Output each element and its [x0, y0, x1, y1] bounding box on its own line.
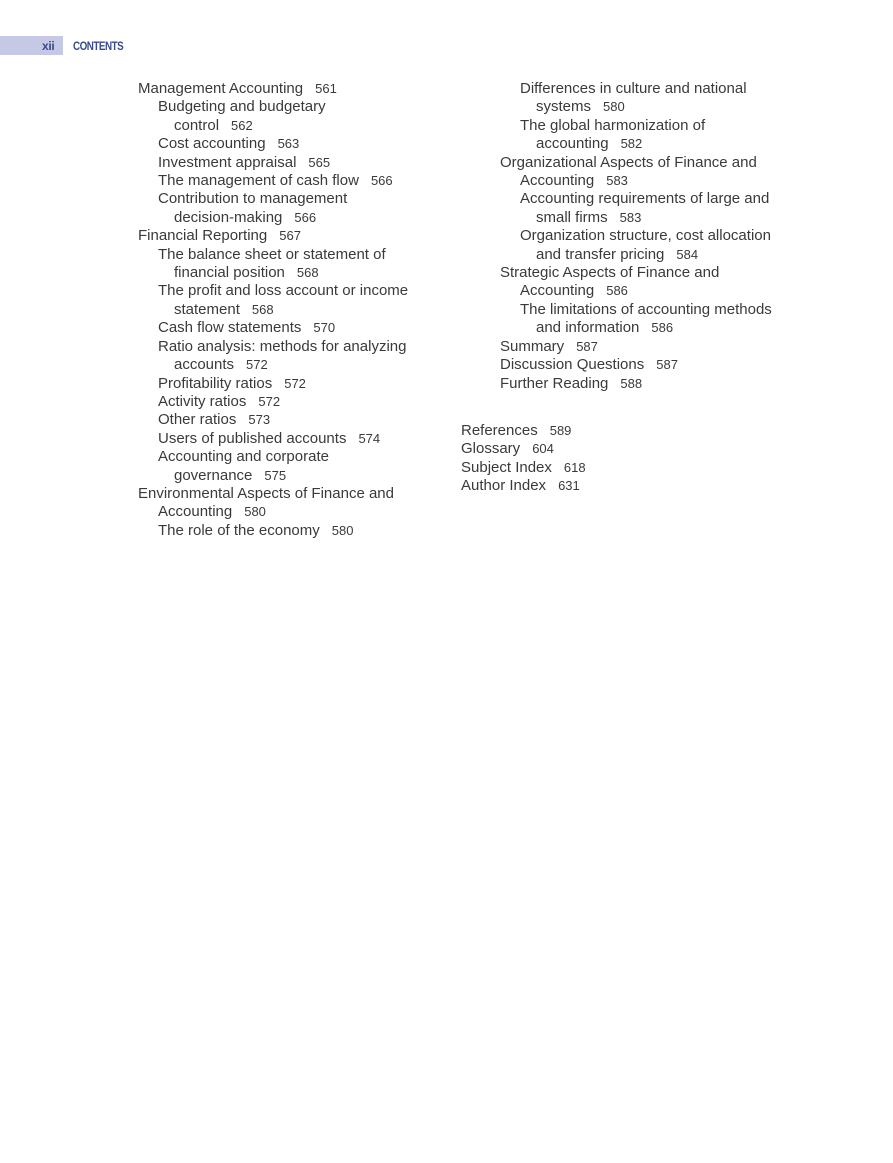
toc-entry-title-continued: Accounting: [520, 172, 595, 190]
toc-entry-title: References: [461, 422, 538, 439]
toc-entry-title-continued: accounts: [174, 356, 235, 374]
toc-entry: [138, 227, 438, 245]
toc-entry-title-continued: accounting: [536, 135, 609, 153]
toc-entry-page-number: 566: [294, 209, 317, 225]
toc-entry: [138, 448, 438, 485]
toc-entry: [138, 430, 438, 448]
toc-entry: [138, 98, 438, 135]
toc-entry-title: Cash flow statements: [158, 319, 302, 337]
toc-entry-line: [158, 430, 380, 447]
toc-entry-line: [500, 375, 642, 392]
toc-entry-title: Subject Index: [461, 458, 552, 476]
toc-entry-page-number: 618: [563, 459, 586, 475]
toc-entry-title: Investment appraisal: [158, 153, 297, 171]
toc-entry-page-number: 580: [244, 504, 266, 520]
toc-entry-page-number: 584: [676, 246, 699, 262]
toc-entry-page-number: 570: [313, 320, 336, 336]
toc-entry-title: Strategic Aspects of Finance and: [500, 264, 720, 282]
toc-entry: [500, 356, 800, 374]
toc-entry-title: Organization structure, cost allocation: [520, 227, 771, 245]
toc-entry-page-number: 583: [606, 173, 628, 189]
toc-entry-page-number: 572: [258, 393, 281, 409]
toc-entry: [500, 117, 800, 154]
toc-back-matter: [461, 422, 761, 496]
toc-entry-line: [520, 209, 800, 227]
toc-entry-title-continued: and transfer pricing: [536, 245, 665, 263]
toc-entry-line: [461, 459, 586, 476]
toc-entry-title: The role of the economy: [158, 521, 320, 539]
toc-entry-line: [461, 422, 571, 439]
toc-column-left: [138, 80, 438, 540]
toc-entry-page-number: 582: [620, 136, 643, 152]
toc-entry-title: Budgeting and budgetary: [158, 98, 326, 116]
toc-entry: [500, 301, 800, 338]
running-head: CONTENTS: [73, 39, 124, 53]
toc-entry-title-continued: and information: [536, 319, 640, 337]
toc-entry: [138, 375, 438, 393]
toc-entry: [500, 80, 800, 117]
toc-entry-page-number: 587: [576, 338, 598, 354]
toc-entry: [500, 264, 800, 301]
toc-entry: [461, 422, 761, 440]
toc-entry-line: [520, 135, 800, 153]
toc-entry-title: Ratio analysis: methods for analyzing: [158, 337, 407, 355]
toc-entry-title: Financial Reporting: [138, 227, 268, 245]
toc-entry-line: [158, 393, 280, 410]
toc-entry-page-number: 580: [331, 522, 354, 538]
toc-entry-title: The limitations of accounting methods: [520, 300, 772, 318]
toc-entry-page-number: 562: [231, 117, 253, 133]
toc-entry: [138, 172, 438, 190]
toc-entry-page-number: 586: [606, 283, 628, 299]
toc-entry-title-continued: financial position: [174, 264, 285, 282]
toc-entry-title: The management of cash flow: [158, 172, 359, 190]
toc-entry-line: [158, 356, 438, 374]
toc-entry-line: [520, 246, 800, 264]
toc-entry-title: Management Accounting: [138, 80, 304, 97]
toc-entry-line: [158, 154, 330, 171]
toc-entry-page-number: 587: [656, 357, 678, 373]
toc-entry: [461, 477, 761, 495]
page-number: xii: [42, 39, 55, 53]
toc-entry: [138, 411, 438, 429]
toc-entry-title-continued: small firms: [536, 208, 608, 226]
toc-entry: [138, 190, 438, 227]
toc-entry-title: Author Index: [461, 477, 547, 495]
toc-entry-page-number: 580: [603, 99, 625, 115]
toc-entry-line: [158, 522, 353, 539]
toc-entry-title-continued: decision-making: [174, 208, 283, 226]
toc-entry-line: [158, 209, 438, 227]
toc-entry-line: [158, 172, 393, 189]
toc-entry: [138, 338, 438, 375]
toc-entry: [138, 135, 438, 153]
toc-entry-line: [158, 264, 438, 282]
toc-entry-page-number: 589: [549, 423, 572, 438]
toc-entry-line: [138, 227, 301, 244]
toc-entry-line: [158, 375, 306, 392]
toc-entry-title: Profitability ratios: [158, 374, 273, 392]
toc-entry-title: Users of published accounts: [158, 429, 347, 447]
toc-entry-title-continued: governance: [174, 466, 253, 484]
toc-entry-line: [500, 338, 598, 355]
toc-entry-page-number: 572: [284, 375, 306, 391]
toc-entry-title-continued: Accounting: [158, 503, 233, 521]
toc-entry-page-number: 568: [296, 265, 319, 281]
toc-entry-line: [461, 477, 580, 494]
toc-entry-line: [158, 135, 299, 152]
toc-entry-line: [520, 98, 800, 116]
toc-entry: [461, 459, 761, 477]
toc-entry: [138, 246, 438, 283]
toc-entry-title: Other ratios: [158, 411, 237, 429]
toc-entry-page-number: 573: [248, 412, 271, 428]
toc-entry-page-number: 583: [619, 209, 642, 225]
toc-entry-page-number: 575: [264, 467, 287, 483]
toc-entry-page-number: 604: [532, 441, 554, 457]
toc-entry-page-number: 631: [558, 478, 580, 494]
toc-entry-title: Summary: [500, 337, 565, 355]
toc-entry-title: The profit and loss account or income: [158, 282, 409, 300]
toc-entry-title: Activity ratios: [158, 392, 247, 410]
toc-entry: [500, 190, 800, 227]
toc-entry-line: [500, 282, 800, 300]
toc-entry-title: Glossary: [461, 440, 521, 458]
toc-entry-page-number: 566: [370, 173, 393, 189]
toc-entry-line: [520, 319, 800, 337]
toc-entry-line: [500, 172, 800, 190]
toc-entry-title: Cost accounting: [158, 135, 266, 153]
toc-entry-line: [158, 301, 438, 319]
toc-entry-title-continued: control: [174, 116, 220, 134]
toc-entry-title: Accounting requirements of large and: [520, 190, 770, 208]
toc-entry-title-continued: systems: [536, 98, 592, 116]
toc-entry: [500, 227, 800, 264]
toc-entry-line: [158, 117, 438, 135]
toc-entry: [138, 154, 438, 172]
toc-entry: [138, 319, 438, 337]
toc-entry: [500, 375, 800, 393]
toc-entry: [138, 522, 438, 540]
toc-entry-title: The balance sheet or statement of: [158, 245, 386, 263]
toc-entry: [500, 338, 800, 356]
toc-entry-line: [138, 80, 337, 97]
toc-entry-title: Accounting and corporate: [158, 448, 329, 466]
toc-entry-page-number: 568: [251, 301, 274, 317]
toc-entry-page-number: 572: [246, 357, 268, 373]
toc-column-right: [500, 80, 800, 393]
toc-entry-title-continued: statement: [174, 300, 240, 318]
toc-entry: [138, 282, 438, 319]
toc-entry: [500, 154, 800, 191]
toc-entry-title: Environmental Aspects of Finance and: [138, 484, 394, 502]
toc-entry: [138, 485, 438, 522]
toc-entry-title: Further Reading: [500, 374, 609, 392]
toc-entry-title: Organizational Aspects of Finance and: [500, 153, 757, 171]
toc-entry-title: Contribution to management: [158, 190, 348, 208]
toc-entry-line: [158, 411, 270, 428]
toc-entry-page-number: 567: [279, 228, 301, 244]
toc-entry-line: [138, 503, 438, 521]
toc-entry-page-number: 588: [620, 375, 643, 391]
toc-entry-page-number: 565: [308, 154, 331, 170]
toc-entry-page-number: 561: [315, 81, 337, 96]
toc-entry-title: Differences in culture and national: [520, 80, 747, 97]
toc-entry: [138, 393, 438, 411]
toc-entry-page-number: 574: [358, 430, 381, 446]
toc-entry: [461, 440, 761, 458]
toc-entry: [138, 80, 438, 98]
toc-entry-title: The global harmonization of: [520, 116, 706, 134]
toc-entry-title: Discussion Questions: [500, 356, 645, 374]
toc-entry-line: [461, 440, 554, 457]
toc-entry-page-number: 586: [651, 320, 674, 336]
toc-entry-line: [158, 319, 335, 336]
toc-entry-line: [500, 356, 678, 373]
toc-entry-page-number: 563: [277, 136, 300, 152]
toc-entry-title-continued: Accounting: [520, 282, 595, 300]
toc-entry-line: [158, 467, 438, 485]
